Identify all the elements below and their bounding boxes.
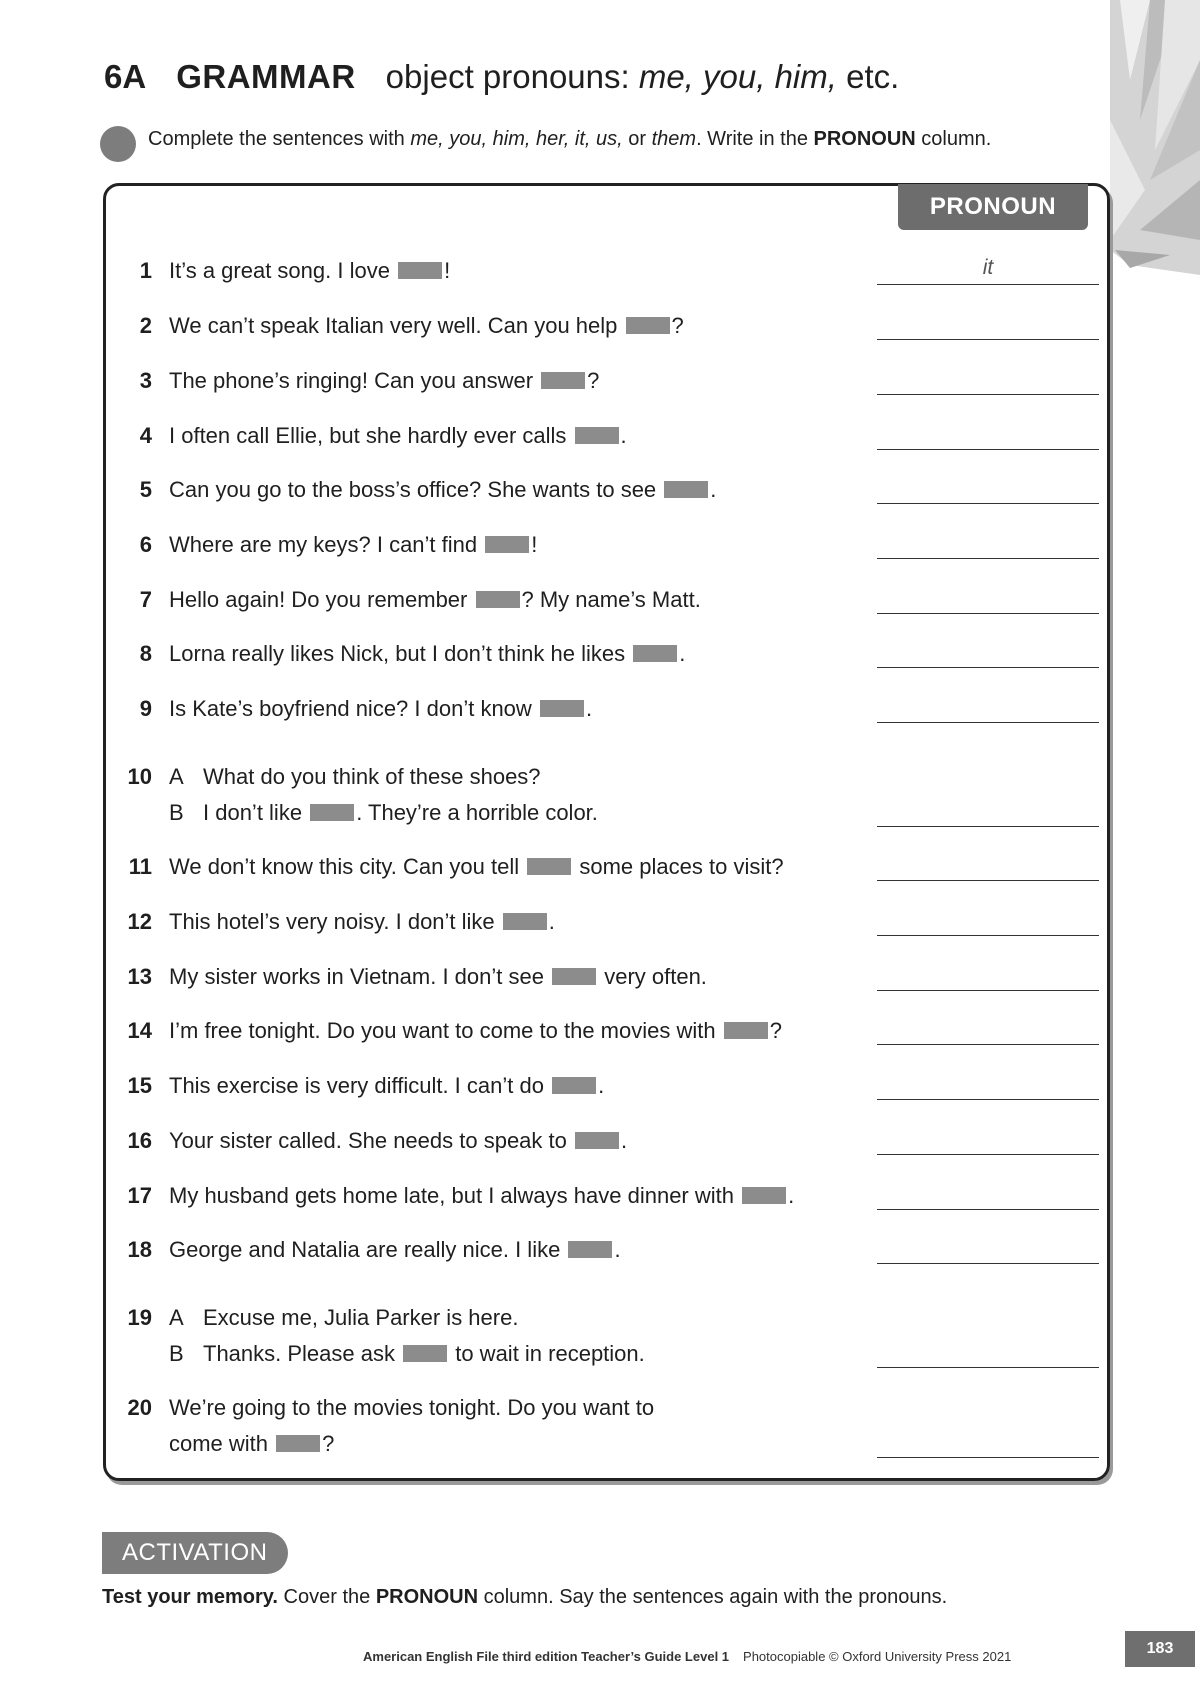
corner-decoration-graphic [1110,0,1200,275]
sentence-before-gap: We don’t know this city. Can you tell [169,854,520,879]
item-number: 1 [139,258,152,283]
item-sentence [169,800,598,826]
pronoun-gap [664,481,708,498]
pronoun-answer-field[interactable] [877,1181,1099,1210]
pronoun-answer-field[interactable] [877,962,1099,991]
pronoun-answer-field[interactable] [877,852,1099,881]
pronoun-gap [633,645,677,662]
sentence-after-gap: ! [444,258,451,283]
pronoun-gap [575,427,619,444]
sentence-after-gap: ? [587,368,600,393]
sentence-after-gap: . [679,641,686,666]
pronoun-answer-field[interactable] [877,366,1099,395]
item-number: 14 [127,1018,152,1043]
pronoun-answer-field[interactable] [877,311,1099,340]
pronoun-gap [503,913,547,930]
sentence-after-gap: very often. [598,964,707,989]
pronoun-gap [485,536,529,553]
item-text: Excuse me, Julia Parker is here. [203,1305,519,1330]
item-text: What do you think of these shoes? [203,764,541,789]
activation-instructions: Test your memory. Cover the PRONOUN column. Say the sentences again with the pronouns. [102,1586,948,1608]
section-label: GRAMMAR [176,58,356,95]
item-sentence [169,964,707,990]
pronoun-gap [552,1077,596,1094]
pronoun-gap [398,262,442,279]
grammar-topic: object pronouns: me, you, him, etc. [385,58,900,95]
item-number: 15 [127,1073,152,1098]
exercise-instructions: Complete the sentences with me, you, him, her, it, us, or them. Write in the PRONOUN column. [148,128,992,150]
pronoun-answer-field[interactable] [877,1016,1099,1045]
pronoun-answer-field[interactable] [877,907,1099,936]
pronoun-gap [540,700,584,717]
item-sentence [169,1341,645,1367]
sentence-before-gap: My husband gets home late, but I always have dinner with [169,1183,734,1208]
item-sentence [169,1128,627,1154]
item-sentence [169,696,592,722]
sentence-after-gap: some places to visit? [573,854,784,879]
item-number: 5 [139,477,152,502]
item-sentence [169,313,684,339]
pronoun-gap [552,968,596,985]
sentence-after-gap: ? My name’s Matt. [521,587,701,612]
item-sentence [169,641,685,667]
item-sentence [169,532,537,558]
sentence-after-gap: ? [322,1431,335,1456]
sentence-after-gap: ? [671,313,684,338]
item-number: 7 [139,587,152,612]
item-number: 8 [139,641,152,666]
sentence-after-gap: ! [531,532,538,557]
speaker-label: B [169,1341,184,1366]
item-text: We’re going to the movies tonight. Do you want to [169,1395,655,1420]
item-number: 18 [127,1237,152,1262]
pronoun-answer-field[interactable] [877,1339,1099,1368]
pronoun-answer-field[interactable] [877,639,1099,668]
item-number: 9 [139,696,152,721]
pronoun-gap [527,858,571,875]
pronoun-column-header: PRONOUN [898,184,1088,230]
pronoun-gap [575,1132,619,1149]
sentence-after-gap: ? [769,1018,782,1043]
speaker-label: A [169,764,184,789]
sentence-before-gap: I don’t like [203,800,303,825]
item-sentence [169,368,599,394]
item-number: 20 [127,1395,152,1420]
sentence-after-gap: . [710,477,717,502]
sentence-before-gap: My sister works in Vietnam. I don’t see [169,964,544,989]
sentence-after-gap: . [585,696,593,721]
pronoun-answer-field[interactable] [877,421,1099,450]
item-sentence [169,423,627,449]
pronoun-answer-field[interactable] [877,1126,1099,1155]
item-line-a [169,1305,518,1331]
item-number: 19 [127,1305,152,1330]
item-sentence [169,909,555,935]
item-number: 12 [127,909,152,934]
pronoun-answer-field[interactable]: it [877,256,1099,285]
item-sentence [169,1237,621,1263]
book-title: American English File third edition Teacher’s Guide Level 1 [363,1649,730,1664]
item-line-a [169,764,541,790]
sentence-before-gap: This hotel’s very noisy. I don’t like [169,909,495,934]
activation-label: ACTIVATION [102,1532,288,1574]
pronoun-gap [476,591,520,608]
item-sentence [169,477,716,503]
pronoun-answer-field[interactable] [877,798,1099,827]
speaker-label: B [169,800,184,825]
sentence-after-gap: . [548,909,555,934]
page-title [104,58,899,96]
pronoun-answer-field[interactable] [877,585,1099,614]
sentence-before-gap: Your sister called. She needs to speak to [169,1128,567,1153]
page-number: 183 [1125,1631,1195,1667]
pronoun-gap [742,1187,786,1204]
pronoun-gap [403,1345,447,1362]
sentence-after-gap: . [788,1183,795,1208]
item-number: 11 [128,854,152,879]
sentence-before-gap: Can you go to the boss’s office? She wants to see [169,477,657,502]
item-sentence [169,1431,334,1457]
sentence-after-gap: . [614,1237,621,1262]
item-number: 10 [127,764,152,789]
sentence-before-gap: I’m free tonight. Do you want to come to the movies with [169,1018,716,1043]
item-sentence [169,1183,794,1209]
item-number: 2 [139,313,152,338]
pronoun-gap [310,804,354,821]
sentence-before-gap: This exercise is very difficult. I can’t do [169,1073,544,1098]
sentence-before-gap: Hello again! Do you remember [169,587,468,612]
pronoun-answer-field[interactable] [877,1429,1099,1458]
sentence-before-gap: George and Natalia are really nice. I like [169,1237,561,1262]
item-sentence [169,1073,604,1099]
sentence-before-gap: Is Kate’s boyfriend nice? I don’t know [169,696,532,721]
sentence-before-gap: Lorna really likes Nick, but I don’t think he likes [169,641,626,666]
item-number: 3 [139,368,152,393]
item-line-a [169,1395,654,1421]
sentence-after-gap: . [620,423,627,448]
pronoun-gap [568,1241,612,1258]
sentence-before-gap: Thanks. Please ask [203,1341,395,1366]
sentence-after-gap: . [598,1073,605,1098]
sentence-after-gap: to wait in reception. [449,1341,645,1366]
sentence-before-gap: It’s a great song. I love [169,258,390,283]
sentence-after-gap: . [621,1128,628,1153]
sentence-before-gap: We can’t speak Italian very well. Can you help [169,313,618,338]
sentence-before-gap: The phone’s ringing! Can you answer [169,368,534,393]
sentence-before-gap: come with [169,1431,269,1456]
page-footer [363,1649,1011,1664]
pronoun-answer-field[interactable] [877,530,1099,559]
sentence-after-gap: . They’re a horrible color. [356,800,598,825]
item-number: 17 [127,1183,152,1208]
pronoun-answer-field[interactable] [877,475,1099,504]
instruction-bullet-icon [100,126,136,162]
pronoun-gap [541,372,585,389]
pronoun-answer-field[interactable] [877,1235,1099,1264]
item-number: 13 [127,964,152,989]
speaker-label: A [169,1305,184,1330]
pronoun-answer-field[interactable] [877,1071,1099,1100]
item-sentence [169,1018,782,1044]
item-sentence [169,258,450,284]
sentence-before-gap: I often call Ellie, but she hardly ever calls [169,423,567,448]
pronoun-gap [626,317,670,334]
unit-code: 6A [104,58,147,95]
item-number: 4 [139,423,152,448]
pronoun-answer-field[interactable] [877,694,1099,723]
sentence-before-gap: Where are my keys? I can’t find [169,532,478,557]
pronoun-gap [276,1435,320,1452]
item-sentence [169,854,784,880]
copyright-notice: Photocopiable © Oxford University Press 2021 [743,1649,1012,1664]
item-number: 16 [127,1128,152,1153]
pronoun-gap [724,1022,768,1039]
item-number: 6 [139,532,152,557]
item-sentence [169,587,701,613]
